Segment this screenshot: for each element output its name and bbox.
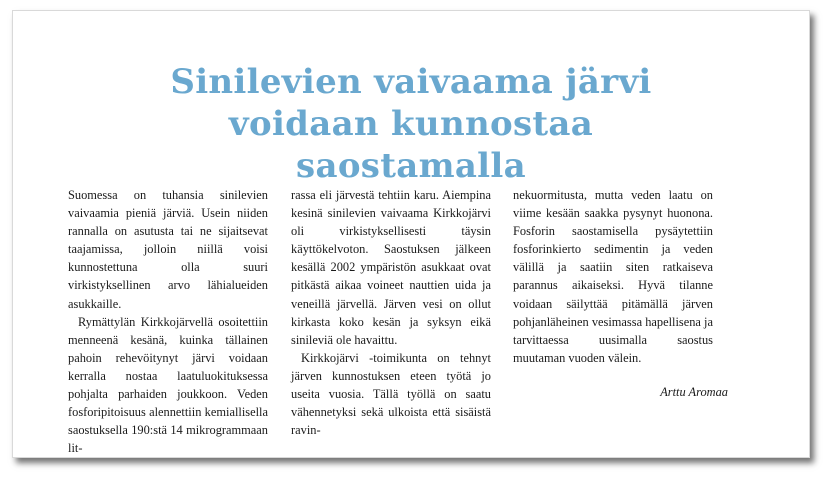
paragraph: Suomessa on tuhansia sinilevien vaivaamia pieniä järviä. Usein niiden rannalla on asutusta tai ne sijaitsevat taajamissa, jolloin niillä voisi kunnostettuna olla suuri virkistyksellinen arvo lähialueiden asukkaille.	[68, 188, 268, 311]
headline-line-3: saostamalla	[296, 146, 526, 186]
text-column-3	[513, 186, 713, 367]
headline-line-1: Sinilevien vaivaama järvi	[170, 62, 652, 102]
paragraph: Kirkkojärvi -toimikunta on tehnyt järven kunnostuksen eteen työtä jo useita vuosia. Tällä työllä on saatu vähennetyksi sekä ulkoista että sisäistä ravin-	[291, 350, 491, 438]
paragraph: rassa eli järvestä tehtiin karu. Aiempina kesinä sinilevien vaivaama Kirkkojärvi oli virkistyksellisesti täysin käyttökelvoton. Saostuksen jälkeen kesällä 2002 ympäristön asukkaat ovat pitkästä aikaa voineet nauttien uida ja veneillä järvellä. Järven vesi on ollut kirkasta koko kesän ja syksyn eikä sinileviä ole havaittu.	[291, 188, 491, 347]
text-column-2	[291, 186, 491, 439]
author-byline: Arttu Aromaa	[660, 385, 728, 399]
paragraph: nekuormitusta, mutta veden laatu on viime kesään saakka pysynyt huonona. Fosforin saostamisella pysäytettiin fosforinkierto sedimentin ja veden välillä ja saatiin siten ratkaiseva parannus aikaiseksi. Hyvä tilanne voidaan säilyttää pitämällä järven pohjanläheinen vesimassa hapellisena ja tarvittaessa uusimalla saostus muutaman vuoden välein.	[513, 188, 713, 365]
text-column-1	[68, 186, 268, 457]
headline	[13, 61, 809, 187]
paragraph: Rymättylän Kirkkojärvellä osoitettiin menneenä kesänä, kuinka tällainen pahoin rehevöitynyt järvi voidaan kerralla nostaa laatuluokituksessa pohjalta parhaiden joukkoon. Veden fosforipitoisuus alennettiin kemiallisella saostuksella 190:stä 14 mikrogrammaan lit-	[68, 314, 268, 456]
headline-line-2: voidaan kunnostaa	[228, 104, 594, 144]
